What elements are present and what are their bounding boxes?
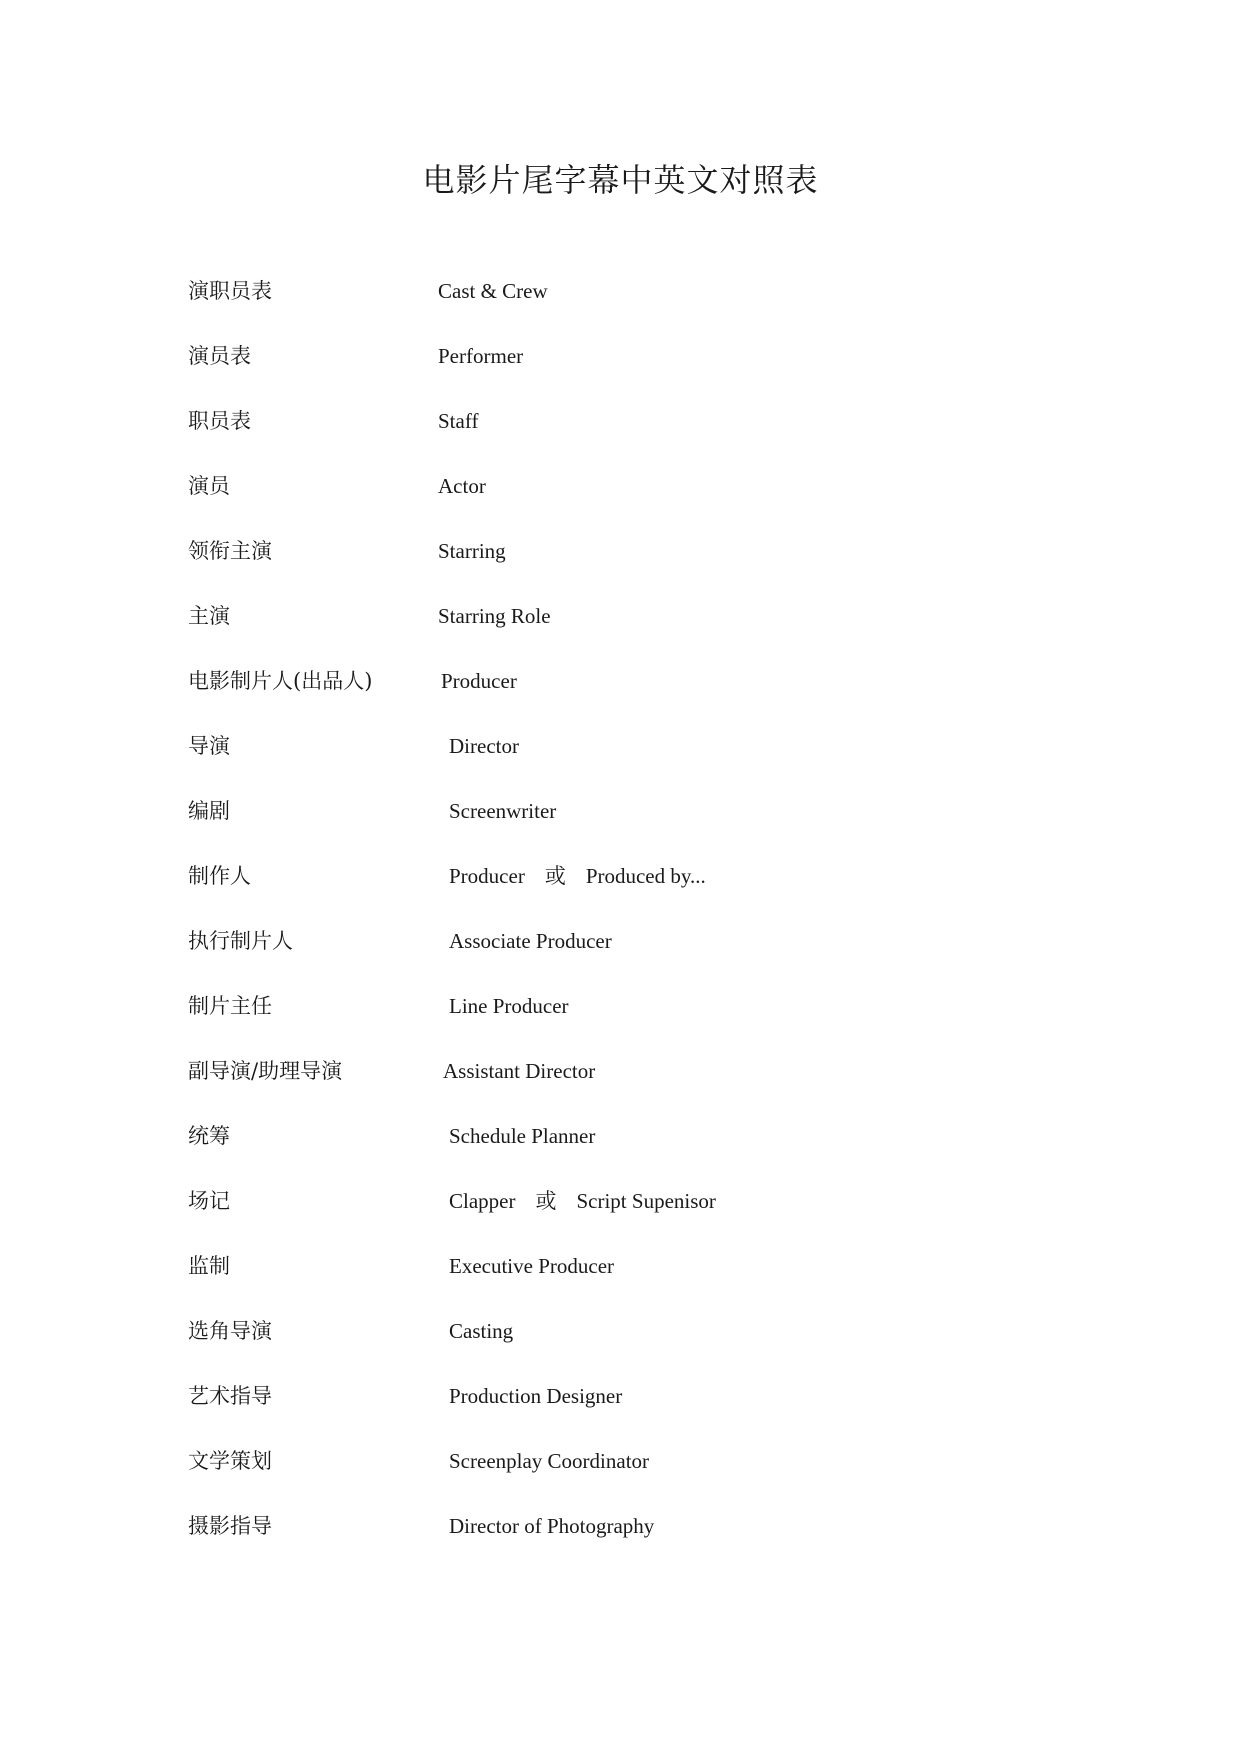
english-term: Screenplay Coordinator: [449, 1449, 650, 1473]
table-row: [188, 471, 1088, 536]
chinese-term: 导演: [188, 734, 230, 758]
english-term-alt: Script Supenisor: [576, 1189, 716, 1213]
table-row: [188, 1511, 1088, 1576]
table-row: [188, 341, 1088, 406]
english-term: Staff: [438, 409, 479, 433]
chinese-term: 监制: [188, 1254, 230, 1278]
chinese-term: 职员表: [188, 409, 251, 433]
chinese-term: 演员表: [188, 344, 251, 368]
chinese-term: 电影制片人(出品人): [188, 669, 373, 693]
table-row: [188, 1056, 1088, 1121]
table-row: [188, 1186, 1088, 1251]
table-row: [188, 536, 1088, 601]
english-term: Associate Producer: [449, 929, 612, 953]
english-term: Director: [449, 734, 519, 758]
chinese-term: 领衔主演: [188, 539, 272, 563]
or-connector: 或: [544, 864, 566, 888]
glossary-table: [188, 276, 1088, 1576]
chinese-term: 场记: [188, 1189, 230, 1213]
english-term: Actor: [438, 474, 486, 498]
chinese-term: 制作人: [188, 864, 251, 888]
chinese-term: 摄影指导: [188, 1514, 272, 1538]
table-row: [188, 926, 1088, 991]
chinese-term: 编剧: [188, 799, 230, 823]
english-term: Director of Photography: [449, 1514, 655, 1538]
english-term: Schedule Planner: [449, 1124, 596, 1148]
english-term: Producer: [449, 864, 525, 888]
table-row: [188, 1446, 1088, 1511]
table-row: [188, 601, 1088, 666]
table-row: [188, 731, 1088, 796]
table-row: [188, 1251, 1088, 1316]
chinese-term: 执行制片人: [188, 929, 293, 953]
table-row: [188, 796, 1088, 861]
chinese-term: 选角导演: [188, 1319, 272, 1343]
chinese-term: 演员: [188, 474, 230, 498]
english-term-group: [449, 1186, 716, 1216]
chinese-term: 演职员表: [188, 279, 272, 303]
chinese-term: 制片主任: [188, 994, 272, 1018]
table-row: [188, 861, 1088, 926]
chinese-term: 副导演/助理导演: [188, 1059, 343, 1083]
chinese-term: 统筹: [188, 1124, 230, 1148]
page-title: 电影片尾字幕中英文对照表: [422, 161, 819, 199]
chinese-term: 主演: [188, 604, 230, 628]
table-row: [188, 991, 1088, 1056]
english-term: Clapper: [449, 1189, 516, 1213]
table-row: [188, 1121, 1088, 1186]
english-term: Performer: [438, 344, 524, 368]
chinese-term: 文学策划: [188, 1449, 272, 1473]
table-row: [188, 1316, 1088, 1381]
english-term: Producer: [441, 669, 517, 693]
english-term: Casting: [449, 1319, 514, 1343]
english-term: Cast & Crew: [438, 279, 548, 303]
chinese-term: 艺术指导: [188, 1384, 272, 1408]
english-term: Line Producer: [449, 994, 569, 1018]
english-term: Production Designer: [449, 1384, 623, 1408]
english-term-alt: Produced by...: [585, 864, 706, 888]
table-row: [188, 1381, 1088, 1446]
english-term: Assistant Director: [443, 1059, 596, 1083]
english-term: Screenwriter: [449, 799, 557, 823]
english-term: Starring: [438, 539, 506, 563]
table-row: [188, 276, 1088, 341]
table-row: [188, 406, 1088, 471]
or-connector: 或: [535, 1189, 557, 1213]
table-row: [188, 666, 1088, 731]
english-term: Starring Role: [438, 604, 551, 628]
english-term: Executive Producer: [449, 1254, 615, 1278]
english-term-group: [449, 861, 706, 891]
